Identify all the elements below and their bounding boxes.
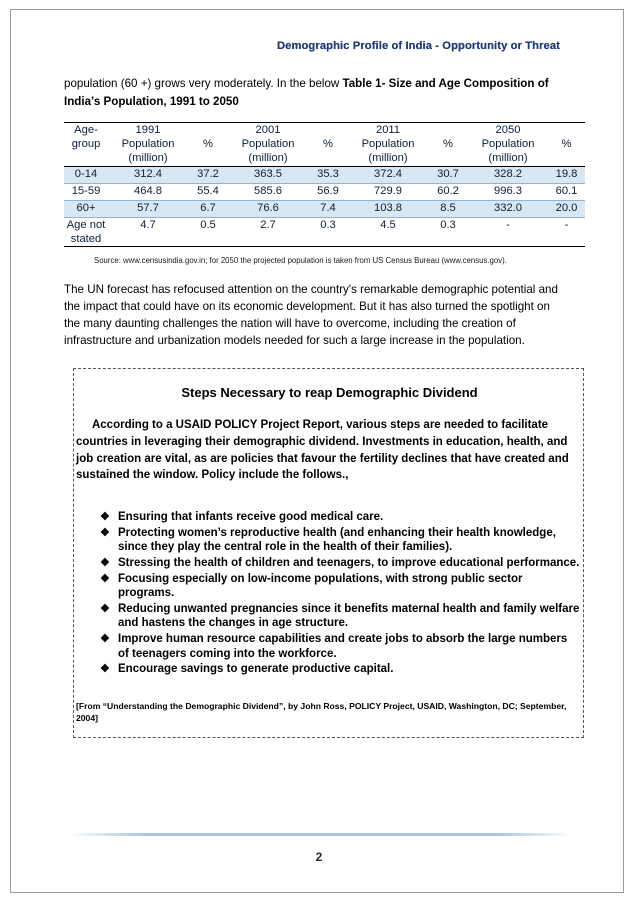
header-cell: % [443, 138, 453, 150]
header-cell: % [561, 138, 572, 150]
header-cell: 2011 Population (million) [361, 124, 415, 164]
list-item [100, 602, 580, 631]
table-cell: - [548, 218, 585, 247]
table-cell: 60.2 [428, 184, 468, 201]
step-text: Encourage savings to generate productive capital. [118, 663, 394, 676]
step-text: Focusing especially on low-income populations, with strong public sector programs. [118, 572, 523, 600]
intro-text: population (60 +) grows very moderately. In the below [64, 77, 343, 90]
list-item [100, 572, 580, 601]
diamond-bullet-icon: ❖ [100, 572, 110, 585]
table-cell: 729.9 [348, 184, 428, 201]
list-item [100, 662, 580, 676]
table-cell: 19.8 [548, 167, 585, 184]
running-header: Demographic Profile of India - Opportunity or Threat [276, 40, 560, 52]
step-text: Protecting women’s reproductive health (and enhancing their health knowledge, since they play the central role in the health of their families). [118, 526, 556, 554]
list-item [100, 510, 580, 524]
table-header-row [64, 123, 585, 167]
diamond-bullet-icon: ❖ [100, 663, 110, 676]
table-cell: 312.4 [108, 167, 188, 184]
header-cell: 1991 Population (million) [121, 124, 175, 164]
list-item [100, 556, 580, 570]
table-cell: 0.3 [428, 218, 468, 247]
table-cell: 56.9 [308, 184, 348, 201]
table-cell: 15-59 [64, 184, 108, 201]
header-cell: % [203, 138, 213, 150]
table-cell: 363.5 [228, 167, 308, 184]
table-cell: 2.7 [228, 218, 308, 247]
table-cell: 76.6 [228, 201, 308, 218]
diamond-bullet-icon: ❖ [100, 557, 110, 569]
table-cell: 996.3 [468, 184, 548, 201]
table-caption: Table 1- Size and Age Composition of India’s Population, 1991 to 2050 [64, 77, 549, 108]
footer-divider [68, 833, 574, 836]
header-cell: 2001 Population (million) [241, 124, 295, 164]
table-cell: 4.5 [348, 218, 428, 247]
table-row [64, 184, 585, 201]
intro-paragraph [64, 75, 554, 110]
table-cell: 37.2 [188, 167, 228, 184]
header-cell: Age-group [71, 124, 101, 150]
table-source-note: Source: www.censusindia.gov.in; for 2050 the projected population is taken from US Census Bureau (www.census.gov). [94, 256, 507, 265]
steps-box [73, 368, 584, 738]
table-cell: 103.8 [348, 201, 428, 218]
page-number: 2 [315, 850, 323, 864]
citation: [From “Understanding the Demographic Dividend”, by John Ross, POLICY Project, USAID, Washington, DC; September, 2004] [76, 701, 567, 723]
table-row [64, 201, 585, 218]
body-paragraph: The UN forecast has refocused attention on the country's remarkable demographic potential and the impact that could have on its economic development. But it has also turned the spotlight on the many daunting challenges the nation will have to overcome, including the creation of infrastructure and urbanization models needed for such a large increase in the population. [64, 283, 558, 347]
diamond-bullet-icon: ❖ [100, 603, 110, 615]
box-title: Steps Necessary to reap Demographic Dividend [181, 385, 478, 400]
table-cell: 4.7 [108, 218, 188, 247]
list-item [100, 632, 580, 661]
table-cell: 60+ [64, 201, 108, 218]
table-cell: 328.2 [468, 167, 548, 184]
table-cell: 0.3 [308, 218, 348, 247]
steps-list [100, 510, 580, 678]
diamond-bullet-icon: ❖ [100, 511, 110, 523]
table-cell: 6.7 [188, 201, 228, 218]
list-item [100, 526, 580, 555]
diamond-bullet-icon: ❖ [100, 526, 110, 539]
box-intro [76, 417, 581, 484]
table-cell: Age not stated [64, 218, 108, 247]
table-cell: 8.5 [428, 201, 468, 218]
table-cell: 55.4 [188, 184, 228, 201]
table-cell: 0.5 [188, 218, 228, 247]
table-cell: - [468, 218, 548, 247]
table-cell: 585.6 [228, 184, 308, 201]
table-cell: 57.7 [108, 201, 188, 218]
box-intro-text: According to a USAID POLICY Project Report, various steps are needed to facilitate countries in leveraging their demographic dividend. Investments in education, health, and job creation are vital, as are policies that favour the fertility declines that have created and sustained the window. Policy include the follows., [76, 419, 569, 482]
table-row [64, 218, 585, 247]
step-text: Reducing unwanted pregnancies since it benefits maternal health and family welfare and hastens the changes in age structure. [118, 603, 580, 630]
step-text: Stressing the health of children and teenagers, to improve educational performance. [118, 557, 580, 569]
population-table [64, 122, 585, 247]
table-cell: 0-14 [64, 167, 108, 184]
step-text: Ensuring that infants receive good medical care. [118, 511, 384, 523]
header-cell: % [323, 138, 333, 150]
step-text: Improve human resource capabilities and create jobs to absorb the large numbers of teenagers coming into the workforce. [118, 633, 568, 660]
table-cell: 60.1 [548, 184, 585, 201]
table-cell: 464.8 [108, 184, 188, 201]
table-cell: 20.0 [548, 201, 585, 218]
table-cell: 35.3 [308, 167, 348, 184]
table-cell: 30.7 [428, 167, 468, 184]
diamond-bullet-icon: ❖ [100, 633, 110, 646]
table-row [64, 167, 585, 184]
table-cell: 7.4 [308, 201, 348, 218]
header-cell: 2050 Population (million) [481, 124, 535, 164]
table-cell: 332.0 [468, 201, 548, 218]
table-cell: 372.4 [348, 167, 428, 184]
